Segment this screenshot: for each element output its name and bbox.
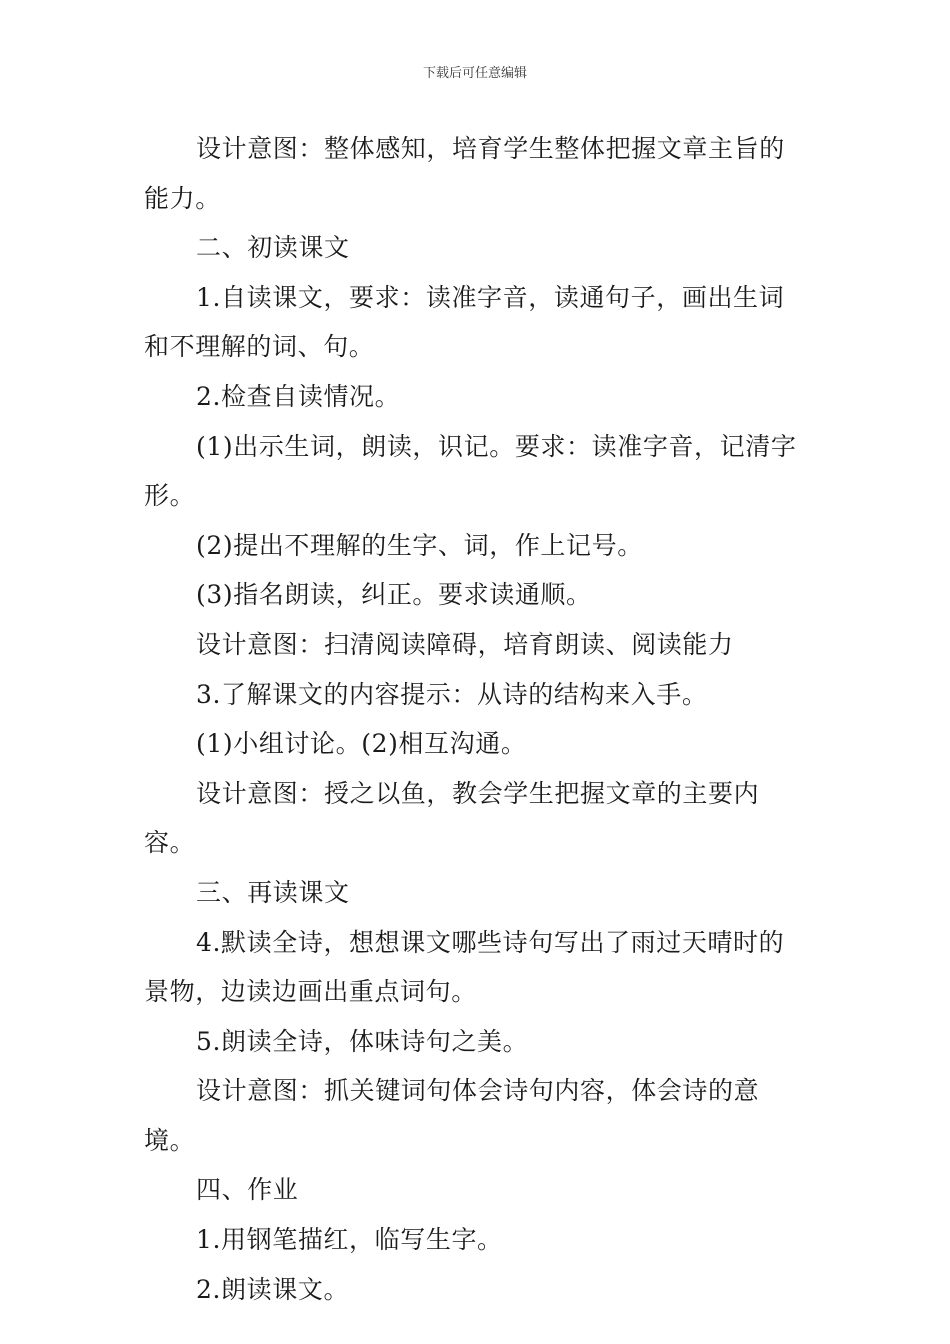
- step-paragraph: 1.自读课文，要求：读准字音，读通句子，画出生词和不理解的词、句。: [144, 282, 785, 362]
- homework-item: 1.用钢笔描红，临写生字。: [196, 1225, 503, 1255]
- design-intent-paragraph: 设计意图：扫清阅读障碍，培育朗读、阅读能力: [196, 629, 734, 659]
- substep-paragraph: (2)提出不理解的生字、词，作上记号。: [196, 530, 643, 560]
- homework-item: 2.朗读课文。: [196, 1274, 350, 1304]
- document-body: [144, 124, 809, 1314]
- substep-paragraph: (3)指名朗读，纠正。要求读通顺。: [196, 580, 592, 610]
- design-intent-paragraph: 设计意图：抓关键词句体会诗句内容，体会诗的意境。: [144, 1076, 760, 1155]
- substep-paragraph: (1)出示生词，朗读，识记。要求：读准字音，记清字形。: [144, 431, 797, 511]
- step-paragraph: 2.检查自读情况。: [196, 381, 401, 411]
- design-intent-paragraph: 设计意图：授之以鱼，教会学生把握文章的主要内容。: [144, 778, 760, 858]
- page-header: 下载后可任意编辑: [422, 66, 527, 81]
- section-heading: 二、初读课文: [196, 233, 350, 263]
- section-heading: 四、作业: [196, 1175, 299, 1205]
- section-heading: 三、再读课文: [196, 877, 350, 907]
- substep-paragraph: (1)小组讨论。(2)相互沟通。: [196, 729, 527, 759]
- design-intent-paragraph: 设计意图：整体感知，培育学生整体把握文章主旨的能力。: [144, 134, 785, 213]
- step-paragraph: 5.朗读全诗，体味诗句之美。: [196, 1026, 529, 1056]
- step-paragraph: 3.了解课文的内容提示：从诗的结构来入手。: [196, 679, 708, 709]
- step-paragraph: 4.默读全诗，想想课文哪些诗句写出了雨过天晴时的景物，边读边画出重点词句。: [144, 927, 785, 1007]
